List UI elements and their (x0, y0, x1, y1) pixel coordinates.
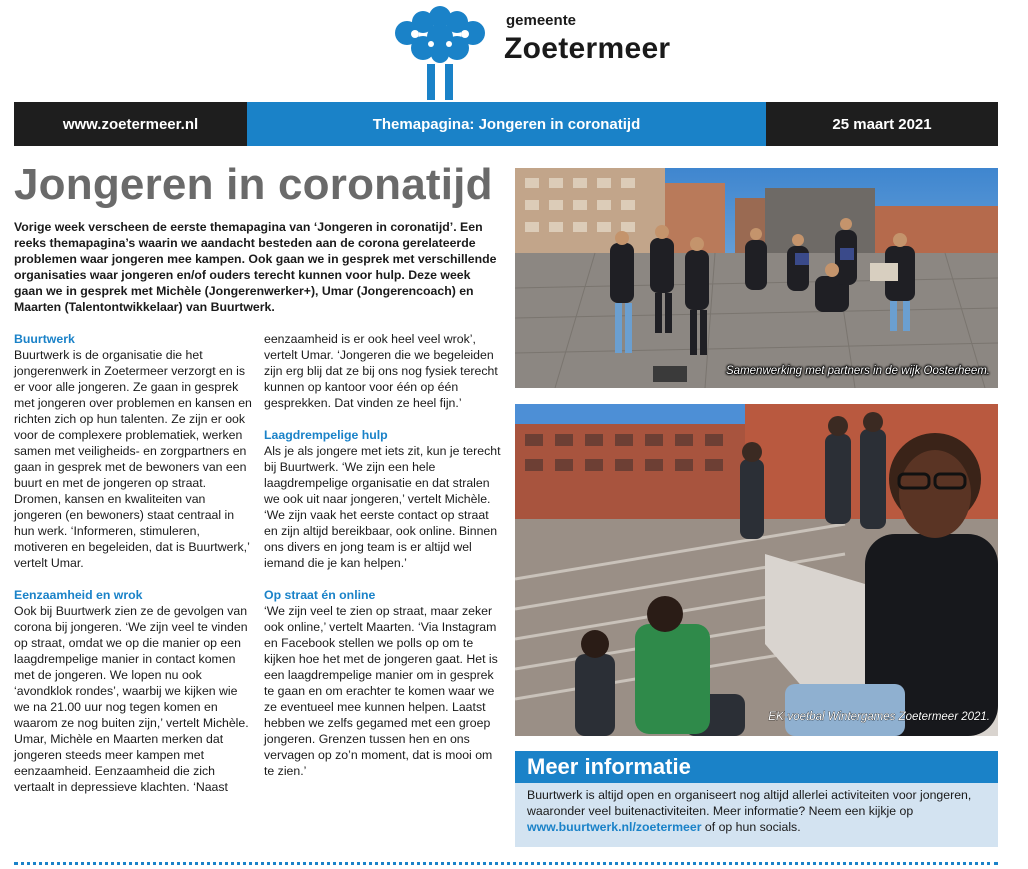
section-eenzaamheid (14, 587, 254, 795)
section-heading: Op straat én online (264, 588, 376, 602)
section-heading: Buurtwerk (14, 332, 75, 346)
section-laagdrempelige-hulp (264, 427, 504, 571)
info-box-heading: Meer informatie (515, 751, 998, 783)
logo-gemeente-text: gemeente (506, 12, 577, 29)
header-band (14, 102, 998, 146)
section-op-straat-online (264, 587, 504, 779)
section-text: Als je als jongere met iets zit, kun je terecht bij Buurtwerk. ‘We zijn een hele laagdrempelige organisatie en dat stralen we ook uit naar jongeren,’ vertelt Michèle. ‘We zijn vaak het eerste contact op straat en zijn altijd bereikbaar, ook online. Binnen ons divers en jong team is er altijd wel iemand die je kan helpen.’ (264, 444, 501, 570)
article-title: Jongeren in coronatijd (14, 160, 493, 209)
photo-2-caption: EK-voetbal Wintergames Zoetermeer 2021. (768, 711, 990, 723)
section-continued (264, 331, 504, 411)
article-column-1 (14, 331, 254, 811)
section-heading: Eenzaamheid en wrok (14, 588, 143, 602)
info-box-text-after: of op hun socials. (704, 820, 801, 834)
website-link[interactable]: www.zoetermeer.nl (14, 102, 247, 146)
bottom-dotted-divider (14, 862, 998, 865)
stairs-scene-image (515, 404, 998, 736)
theme-label: Themapagina: Jongeren in coronatijd (247, 102, 766, 146)
section-text: ‘We zijn veel te zien op straat, maar zeker ook online,’ vertelt Maarten. ‘Via Instagram en Facebook stellen we polls op om te kijken hoe het met de jongeren gaat. Het is een laagdrempelige manier om in gesprek te gaan en om erachter te komen waar we ze eventueel mee kunnen helpen. Laatst hebben we zelfs gegamed met een groep jongeren. Grenzen tussen hen en ons vervagen op zo’n moment, dat is mooi om te zien.’ (264, 604, 498, 778)
street-scene-image (515, 168, 998, 388)
article-intro: Vorige week verscheen de eerste themapagina van ‘Jongeren in coronatijd’. Een reeks themapagina’s waarin we aandacht besteden aan de corona gerelateerde problemen waar jongeren mee kampen. Ook gaan we in gesprek met verschillende organisaties waar jongeren en/of ouders terecht kunnen voor hulp. Deze week gaan we in gesprek met Michèle (Jongerenwerker+), Umar (Jongerencoach) en Maarten (Talentontwikkelaar) van Buurtwerk. (14, 220, 497, 314)
logo-city-name: Zoetermeer (504, 32, 671, 65)
photo-youth-stairs (515, 404, 998, 736)
issue-date: 25 maart 2021 (766, 102, 998, 146)
buurtwerk-link[interactable]: www.buurtwerk.nl/zoetermeer (527, 820, 702, 834)
section-text: Buurtwerk is de organisatie die het jongerenwerk in Zoetermeer verzorgt en is er voor alle jongeren. Ze gaan in gesprek met jongeren over problemen en kansen en richten zich op hun talenten. Ze zijn er ook voor de complexere problematiek, werken samen met veiligheids- en zorgpartners en gaan in gesprek met de bewoners van een buurt en met de jongeren op straat. Dromen, kansen en kwaliteiten van jongeren (en bewoners) staat centraal in hun werk. ‘Informeren, stimuleren, motiveren en begeleiden, dat is Buurtwerk,’ vertelt Umar. (14, 348, 252, 570)
photo-group-street (515, 168, 998, 388)
section-buurtwerk (14, 331, 254, 571)
photo-1-caption: Samenwerking met partners in de wijk Oosterheem. (726, 365, 990, 377)
info-box-text: Buurtwerk is altijd open en organiseert nog altijd allerlei activiteiten voor jongeren, waaronder veel buitenactiviteiten. Meer informatie? Neem een kijkje op (527, 788, 972, 818)
section-heading: Laagdrempelige hulp (264, 428, 388, 442)
section-text: Ook bij Buurtwerk zien ze de gevolgen van corona bij jongeren. ‘We zijn veel te vinden op straat, omdat we op die manier op een laagdrempelige manier in contact komen met de jongeren. We lopen nu ook ‘avondklok rondes’, waarbij we kijken wie we na 21.00 uur nog tegen komen en waarom ze nog buiten zijn,’ vertelt Michèle. Umar, Michèle en Maarten merken dat jongeren steeds meer kampen met eenzaamheid. Eenzaamheid die zich vertaalt in depressieve klachten. ‘Naast (14, 604, 249, 794)
zoetermeer-tree-logo-icon (393, 4, 488, 100)
info-box-body (515, 783, 998, 847)
article-column-2 (264, 331, 504, 795)
section-text: eenzaamheid is er ook heel veel wrok’, vertelt Umar. ‘Jongeren die we begeleiden zijn erg blij dat ze bij ons nog fysiek terecht kunnen op kantoor voor één op één gesprekken. Dat vinden ze heel fijn.’ (264, 332, 498, 410)
